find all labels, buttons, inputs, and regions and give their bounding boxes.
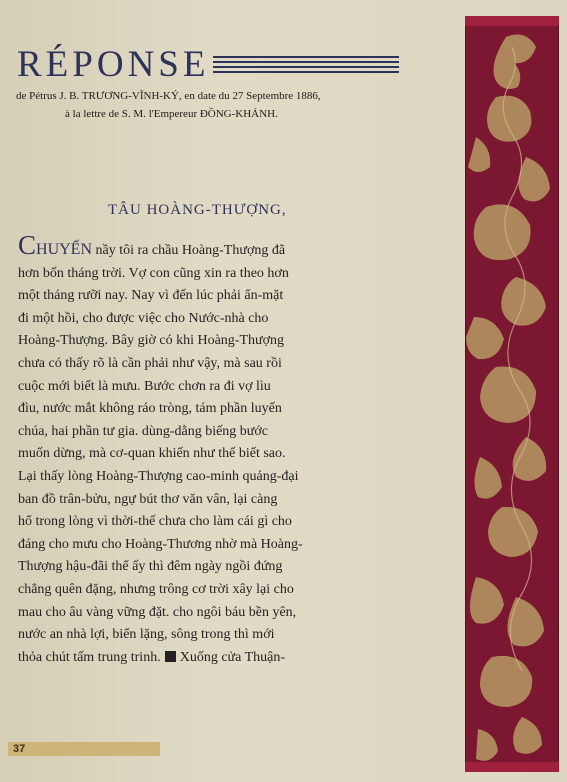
body-line: chưa có thấy rõ là cần phải như vậy, mà sau rồi — [18, 355, 282, 371]
body-line: mau cho âu vàng vững đặt. cho ngôi báu bền yên, — [18, 604, 297, 620]
dragon-ornament-icon — [466, 17, 558, 771]
body-line: muốn dừng, mà cơ-quan khiến như thế biết sao. — [18, 446, 286, 462]
body-line: chẳng quên đặng, nhưng trông cơ trời xây lại cho — [18, 581, 294, 597]
page-title: RÉPONSE — [17, 44, 210, 85]
salutation: TÂU HOÀNG-THƯỢNG, — [108, 202, 287, 218]
page-number-bar — [8, 742, 160, 756]
body-line: một tháng rưỡi nay. Nay vì đến lúc phải ẩn-mặt — [18, 288, 284, 304]
body-line: ban đồ trân-bửu, ngự bút thơ văn vân, lại càng — [18, 491, 278, 507]
letter-body — [18, 230, 402, 669]
dragon-ornament-band — [465, 16, 559, 772]
body-line: nước an nhà lợi, biển lặng, sông trong thì mới — [18, 627, 275, 643]
body-line: đi một hồi, cho được việc cho Nước-nhà cho — [18, 310, 269, 326]
subtitle-line-2: à la lettre de S. M. l'Empereur ĐỒNG-KHÁNH. — [65, 108, 278, 120]
page-number: 37 — [13, 743, 26, 755]
body-line-last — [18, 647, 402, 670]
body-line: cuộc mới biết là mưu. Bước chơn ra đi vợ lìu — [18, 378, 271, 394]
square-bullet-icon — [165, 651, 176, 662]
band-bottom-cap — [465, 762, 559, 772]
dropcap-rest: HUYẾN — [36, 241, 93, 258]
body-line: đáng cho mưu cho Hoàng-Thương nhờ mà Hoàng- — [18, 536, 303, 552]
dropcap: C — [18, 230, 37, 260]
subtitle-line-1: de Pétrus J. B. TRƯƠNG-VĨNH-KÝ, en date du 27 Septembre 1886, — [16, 90, 321, 102]
body-line: hổ trong lòng vì thời-thế chưa cho làm cái gì cho — [18, 514, 292, 530]
body-line: đìu, nước mắt không ráo tròng, tám phần luyến — [18, 401, 282, 417]
body-line: Thượng hậu-đãi thể ấy thì đêm ngày ngồi đứng — [18, 559, 283, 575]
last-line-after: Xuống cửa Thuận- — [179, 649, 286, 665]
first-line-rest: nầy tôi ra chầu Hoàng-Thượng đã — [92, 243, 286, 258]
last-line-before: thỏa chút tấm trung trinh. — [18, 649, 161, 665]
title-rules — [213, 56, 399, 76]
body-line: chúa, hai phần tư gia. dùng-dằng biếng bước — [18, 423, 269, 439]
body-line: Lại thấy lòng Hoàng-Thượng cao-minh quảng-đại — [18, 468, 299, 484]
band-top-cap — [465, 16, 559, 26]
body-line: Hoàng-Thượng. Bây giờ có khi Hoàng-Thượng — [18, 333, 285, 349]
body-line: hơn bốn tháng trời. Vợ con cũng xin ra theo hơn — [18, 265, 289, 281]
body-line-first — [18, 230, 402, 263]
